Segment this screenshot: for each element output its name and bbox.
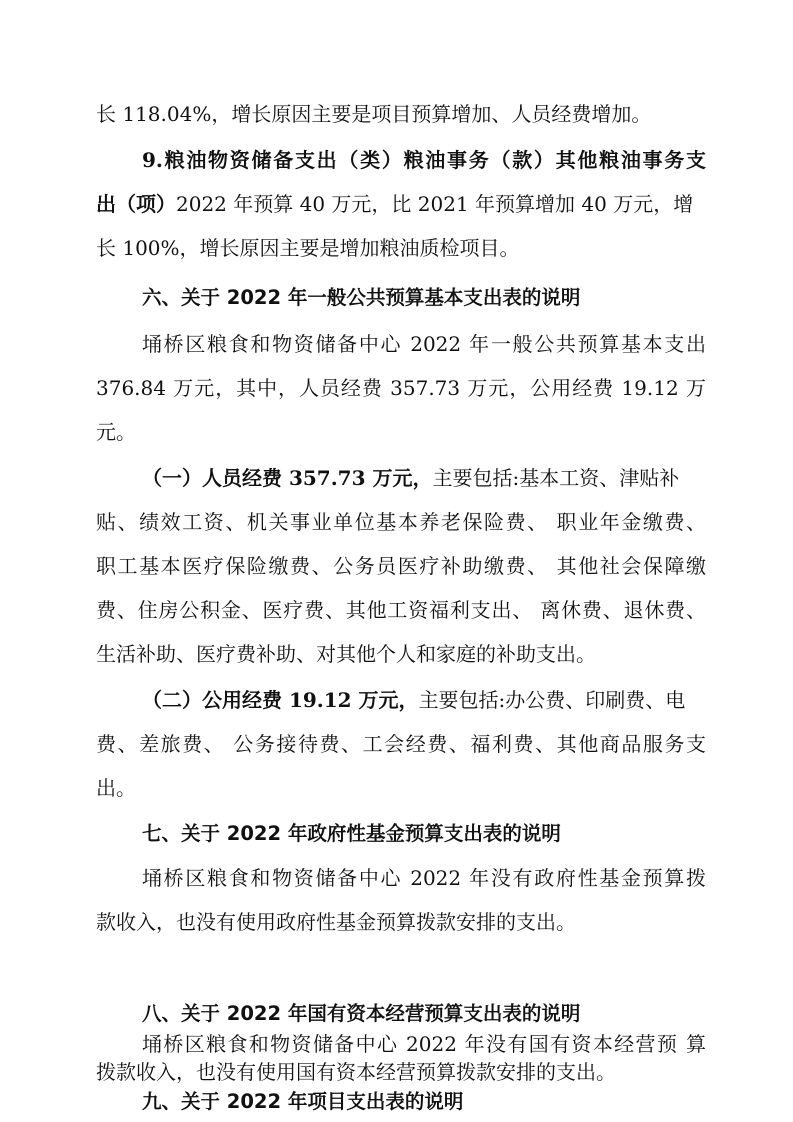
- section-7-heading: 七、关于 2022 年政府性基金预算支出表的说明: [142, 822, 561, 845]
- body-line: 拨款收入，也没有使用国有资本经营预算拨款安排的支出。: [96, 1060, 616, 1084]
- body-line: 长 100%，增长原因主要是增加粮油质检项目。: [96, 236, 520, 260]
- section-6-heading: 六、关于 2022 年一般公共预算基本支出表的说明: [142, 286, 581, 309]
- section-9-heading: 九、关于 2022 年项目支出表的说明: [142, 1090, 464, 1113]
- body-line: 职工基本医疗保险缴费、公务员医疗补助缴费、 其他社会保障缴: [96, 554, 706, 578]
- public-expense-line: [142, 686, 706, 714]
- item-9-title-line: [142, 146, 706, 174]
- personnel-expense-line: [142, 464, 706, 492]
- body-line: 埇桥区粮食和物资储备中心 2022 年没有政府性基金预算拨: [142, 866, 706, 890]
- item-9-title-end: 出（项）: [96, 192, 176, 216]
- body-line: 出。: [96, 776, 136, 800]
- public-expense-label: （二）公用经费 19.12 万元，: [142, 688, 419, 712]
- body-line: 376.84 万元，其中，人员经费 357.73 万元，公用经费 19.12 万: [96, 376, 706, 400]
- body-line: 元。: [96, 420, 136, 444]
- personnel-expense-label: （一）人员经费 357.73 万元，: [142, 466, 433, 490]
- body-line: 生活补助、医疗费补助、对其他个人和家庭的补助支出。: [96, 642, 596, 666]
- body-line: [96, 190, 706, 218]
- body-line: 费、住房公积金、医疗费、其他工资福利支出、 离休费、退休费、: [96, 598, 706, 622]
- body-line: 埇桥区粮食和物资储备中心 2022 年没有国有资本经营预 算: [142, 1032, 706, 1056]
- body-line: 贴、绩效工资、机关事业单位基本养老保险费、 职业年金缴费、: [96, 510, 706, 534]
- item-9-title: 9.粮油物资储备支出（类）粮油事务（款）其他粮油事务支: [142, 148, 706, 172]
- body-line: 款收入，也没有使用政府性基金预算拨款安排的支出。: [96, 910, 576, 934]
- item-9-text: 2022 年预算 40 万元，比 2021 年预算增加 40 万元，增: [176, 192, 694, 216]
- body-line: 费、差旅费、 公务接待费、工会经费、福利费、其他商品服务支: [96, 732, 706, 756]
- personnel-expense-text: 主要包括:基本工资、津贴补: [432, 466, 680, 490]
- body-line: 长 118.04%，增长原因主要是项目预算增加、人员经费增加。: [96, 102, 652, 126]
- public-expense-text: 主要包括:办公费、印刷费、电: [418, 688, 686, 712]
- body-line: 埇桥区粮食和物资储备中心 2022 年一般公共预算基本支出: [142, 332, 706, 356]
- section-8-heading: 八、关于 2022 年国有资本经营预算支出表的说明: [142, 1002, 581, 1025]
